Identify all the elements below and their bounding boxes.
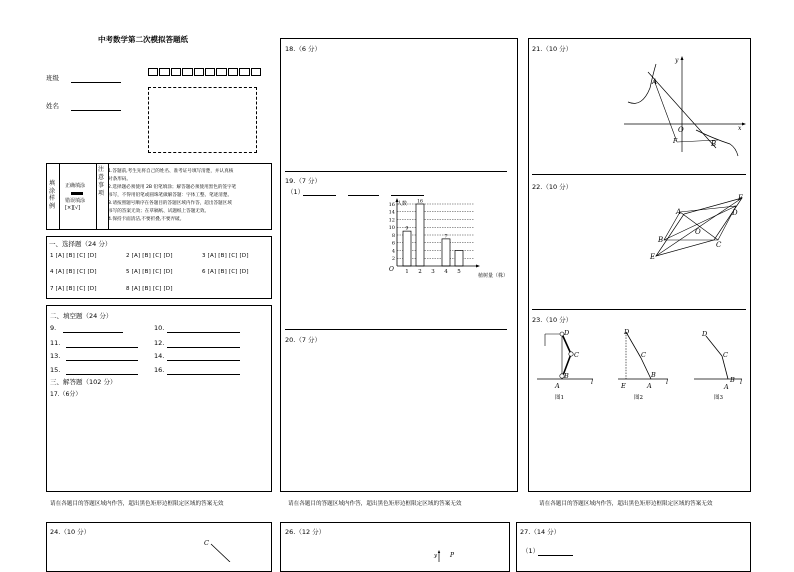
line-AF [654, 80, 677, 142]
wrong-fill-label: 错误填涂 [65, 198, 86, 204]
x-axis-arrow [476, 265, 480, 268]
choice-q6[interactable]: 6 [A] [B] [C] [D] [202, 269, 249, 275]
note-line: 书写的答案无效；在草稿纸、试题纸上答题无效。 [108, 209, 210, 214]
axis-label-x: x [738, 125, 742, 132]
line-label-l: l [740, 378, 743, 386]
point-label-D: D [624, 328, 630, 336]
section1-title: 一、选择题（24 分） [49, 240, 112, 248]
note-line: 书写，不得用铅笔或圆珠笔做解答题：字体工整、笔迹清楚。 [108, 193, 233, 198]
page-title: 中考数学第二次模拟答题纸 [98, 35, 188, 44]
blank-14[interactable] [167, 360, 240, 361]
name-label: 姓名 [46, 102, 59, 110]
blank-label-11: 11. [50, 339, 61, 347]
point-label-A: A [676, 208, 682, 216]
bar [416, 204, 424, 266]
q24-label: 24.（10 分） [50, 528, 91, 536]
chart-origin: O [389, 266, 394, 273]
q19-label: 19.（7 分） [285, 177, 322, 185]
exam-number-grid[interactable] [148, 68, 261, 76]
q22-figure [648, 192, 748, 268]
point-label-C: C [204, 539, 209, 547]
diagonal-EF [656, 198, 742, 256]
name-field[interactable] [71, 110, 121, 111]
point-label-O: O [678, 126, 684, 134]
y-axis-label: 人数 [397, 201, 408, 207]
blank-9[interactable] [63, 332, 123, 333]
point-label-C: C [574, 351, 579, 359]
bar [403, 231, 411, 266]
y-tick-label: 8 [391, 232, 395, 239]
q22-label: 22.（10 分） [532, 183, 573, 191]
notes-title: 注意事项 [98, 166, 105, 197]
q26-figure [426, 548, 466, 562]
point-label-B: B [564, 372, 569, 380]
point-label-A: A [724, 383, 729, 391]
q18-label: 18.（6 分） [285, 45, 322, 53]
point-label-B: B [651, 371, 656, 379]
y-tick-label: 10 [388, 225, 395, 232]
footer-notice-left: 请在各题目的答题区域内作答，超出黑色矩形边框限定区域的答案无效 [50, 501, 224, 507]
x-tick-label: 2 [418, 269, 422, 275]
choice-q3[interactable]: 3 [A] [B] [C] [D] [202, 253, 249, 259]
note-line: 3.请按照题号顺序在各题目的答题区域内作答，超出答题区域 [108, 201, 232, 206]
point-label-B: B [658, 236, 664, 244]
choice-q8[interactable]: 8 [A] [B] [C] [D] [126, 286, 173, 292]
footer-notice-middle: 请在各题目的答题区域内作答，超出黑色矩形边框限定区域的答案无效 [288, 501, 462, 507]
correct-fill-label: 正确填涂 [65, 183, 86, 189]
hyperbola-branch-right [696, 130, 738, 156]
line-label-l: l [591, 378, 594, 386]
x-tick-label: 3 [431, 269, 435, 275]
note-line: 4.保持卡面清洁,不要折叠,不要弄破。 [108, 217, 185, 222]
blank-label-14: 14. [154, 352, 165, 360]
point-label-D: D [564, 329, 570, 337]
point-label-C: C [723, 351, 728, 359]
q27-blank-1[interactable] [538, 555, 573, 556]
blank-10[interactable] [167, 332, 240, 333]
y-tick-label: 12 [388, 217, 395, 224]
axis-label-y: y [675, 57, 679, 64]
q22-divider [532, 309, 746, 310]
bar-data-label: 9 [405, 226, 409, 232]
y-tick-label: 14 [388, 209, 395, 216]
point-label-A: A [555, 382, 560, 390]
blank-15[interactable] [66, 374, 138, 375]
blank-11[interactable] [66, 347, 138, 348]
q21-label: 21.（10 分） [532, 45, 573, 53]
point-label-O: O [695, 228, 701, 236]
q27-label: 27.（14 分） [520, 528, 561, 536]
blank-label-9: 9. [50, 324, 57, 332]
q26-label: 26.（12 分） [285, 528, 326, 536]
fill-example-title: 填涂样例 [49, 180, 56, 210]
point-label-D: D [702, 330, 708, 338]
q23-label: 23.（10 分） [532, 316, 573, 324]
x-axis-label: 植树量（株） [478, 273, 509, 279]
class-label: 班级 [46, 74, 59, 82]
q18-divider [285, 171, 507, 172]
blank-label-13: 13. [50, 352, 61, 360]
x-tick-label: 1 [405, 269, 409, 275]
x-tick-label: 4 [444, 269, 448, 275]
q24-figure [200, 536, 240, 562]
barcode-area [148, 87, 257, 153]
point-label-C: C [716, 241, 722, 249]
bar-data-label: 7 [444, 234, 448, 240]
q19-divider [285, 329, 507, 330]
choice-q2[interactable]: 2 [A] [B] [C] [D] [126, 253, 173, 259]
q19-bar-chart [380, 196, 520, 280]
blank-12[interactable] [167, 347, 240, 348]
q17-label: 17.（6分） [50, 391, 82, 398]
point-label-P: P [450, 552, 455, 559]
blank-13[interactable] [66, 360, 138, 361]
q27-part1-label: （1） [522, 547, 540, 555]
q21-divider [532, 174, 746, 175]
point-label-E: E [650, 253, 656, 261]
point-label-F: F [673, 138, 678, 145]
figure-caption-2: 图2 [634, 395, 643, 401]
q19-blank-1[interactable] [303, 195, 336, 196]
line-label-l: l [666, 378, 669, 386]
y-tick-label: 2 [391, 256, 395, 263]
choice-q1[interactable]: 1 [A] [B] [C] [D] [50, 253, 97, 259]
q21-figure [620, 52, 750, 160]
q23-figure-2 [614, 326, 676, 404]
q19-blank-2[interactable] [348, 195, 379, 196]
point-label-A: A [652, 78, 658, 86]
point-label-C: C [641, 351, 646, 359]
bar [442, 239, 450, 266]
blank-label-16: 16. [154, 366, 165, 374]
point-label-A: A [647, 382, 652, 390]
class-field[interactable] [71, 82, 121, 83]
q23-figure-3 [692, 326, 750, 404]
section2-title: 二、填空题（24 分） [50, 312, 113, 320]
point-label-B: B [730, 376, 735, 384]
bar-data-label: 16 [417, 199, 423, 205]
correct-fill-mark [71, 192, 83, 195]
point-label-D: D [732, 209, 738, 217]
q19-part1-label: （1） [287, 188, 305, 196]
note-line: 1.答题前,考生先将自己的姓名、准考证号填写清楚，并认真核 [108, 169, 234, 174]
fill-and-answer-section [46, 305, 272, 492]
q20-label: 20.（7 分） [285, 336, 322, 344]
x-tick-label: 5 [457, 269, 461, 275]
figure-caption-1: 图1 [555, 395, 564, 401]
choice-q7[interactable]: 7 [A] [B] [C] [D] [50, 286, 97, 292]
axis-label-y: y [434, 553, 438, 559]
point-label-E: E [621, 382, 626, 390]
wrong-fill-marks: [×][√] [65, 205, 81, 211]
q23-figure-1 [535, 326, 605, 404]
note-line: 2.选择题必须使用 2B 铅笔填涂；解答题必须使用黑色的签字笔 [108, 185, 237, 190]
note-line: 对条形码。 [108, 177, 131, 182]
y-tick-label: 4 [391, 248, 395, 255]
footer-notice-right: 请在各题目的答题区域内作答，超出黑色矩形边框限定区域的答案无效 [539, 501, 713, 507]
y-tick-label: 16 [388, 201, 395, 208]
choice-q4[interactable]: 4 [A] [B] [C] [D] [50, 269, 97, 275]
section3-title: 三、解答题（102 分） [50, 378, 117, 386]
y-tick-label: 6 [391, 240, 395, 247]
choice-q5[interactable]: 5 [A] [B] [C] [D] [126, 269, 173, 275]
blank-label-10: 10. [154, 324, 165, 332]
bar [455, 251, 463, 267]
blank-label-12: 12. [154, 339, 165, 347]
point-label-B: B [711, 140, 717, 148]
blank-label-15: 15. [50, 366, 61, 374]
point-label-F: F [738, 194, 743, 202]
figure-caption-3: 图3 [714, 395, 723, 401]
blank-16[interactable] [167, 374, 240, 375]
